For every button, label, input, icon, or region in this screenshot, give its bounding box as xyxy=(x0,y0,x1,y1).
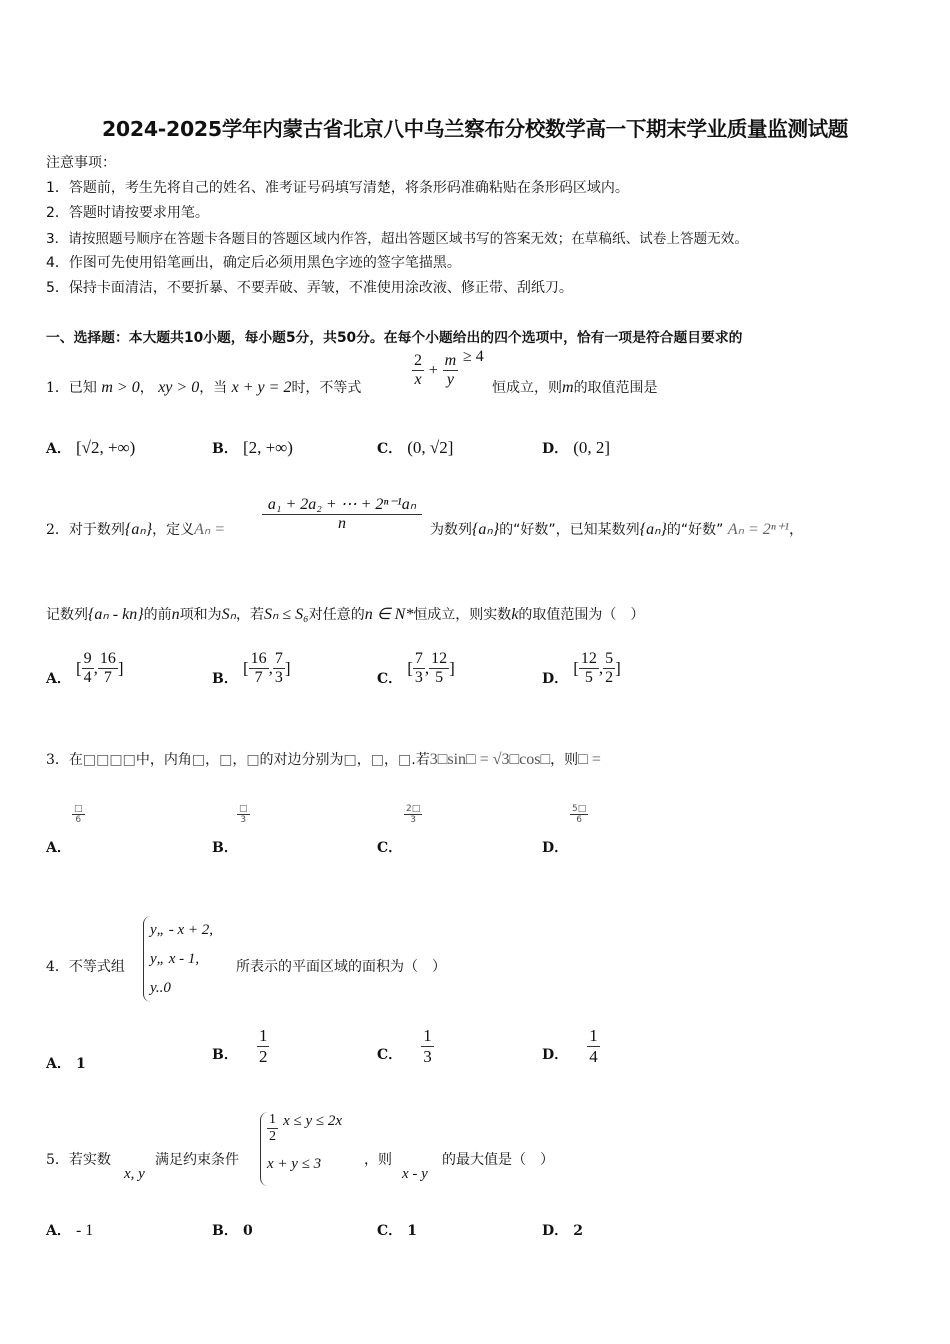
q2-An2: Aₙ = 2ⁿ⁺¹ xyxy=(727,521,790,538)
q2-option-d-label: D． xyxy=(542,671,569,688)
q2-line2-e: 对任意的 xyxy=(308,607,365,623)
q2-seq-3: {aₙ} xyxy=(639,521,667,538)
q3-option-d-value xyxy=(570,804,588,826)
q3-side-b: □ xyxy=(370,752,385,768)
q5-option-a: - 1 xyxy=(75,1222,94,1239)
q2-line2-c: 项和为 xyxy=(179,607,222,623)
q5-half-num: 1 xyxy=(267,1112,278,1129)
q2-d-n2: 5 xyxy=(603,650,615,669)
q5-constraint-2: x + y ≤ 3 xyxy=(267,1156,322,1172)
q2-a-n1: 9 xyxy=(82,650,94,669)
q3-b-den: 3 xyxy=(240,815,247,826)
q2-b-n2: 7 xyxy=(273,650,285,669)
q2-option-a: A． [ $\frac{9}{4}$ , $\frac{16}{7}$ ] xyxy=(46,650,124,688)
q1-text-5: 的取值范围是 xyxy=(573,380,658,396)
q3-option-b-label: B． xyxy=(212,840,238,856)
q1-option-b-label: B． xyxy=(212,441,238,457)
q2-a-d1: 4 xyxy=(83,669,92,687)
q1-text-4: 恒成立，则 xyxy=(492,380,562,396)
q2-c-n1: 7 xyxy=(413,650,425,669)
q3-d-den: 6 xyxy=(576,815,582,826)
q3-angle-b: □ xyxy=(219,752,233,768)
q1-frac1-den: x xyxy=(414,371,422,389)
q2-option-a-label: A． xyxy=(46,671,71,688)
q2-frac-den: n xyxy=(338,515,346,533)
q1-option-c: (0, √2] xyxy=(407,438,454,457)
q5-option-c-label: C． xyxy=(377,1223,403,1239)
q2-option-b: B． [ $\frac{16}{7}$ , $\frac{7}{3}$ ] xyxy=(212,650,291,688)
notice-item-2: 2．答题时请按要求用笔。 xyxy=(46,205,209,221)
q2-b-n1: 16 xyxy=(249,650,269,669)
q1-ge: ≥ 4 xyxy=(462,347,484,365)
q3-a-num: □ xyxy=(74,804,83,814)
q5-option-b-label: B． xyxy=(212,1223,238,1239)
q3-text-4: .若 xyxy=(411,752,430,768)
q1-option-a-label: A． xyxy=(46,441,71,457)
q4-option-b xyxy=(212,1026,269,1066)
q2-d-d2: 2 xyxy=(605,669,614,687)
q3-c-den: 3 xyxy=(410,815,416,826)
q5-option-d: 2 xyxy=(573,1223,583,1239)
q1-option-d: (0, 2] xyxy=(573,438,611,457)
q5-number: 5． xyxy=(46,1152,69,1168)
q2-text-3: 为数列 xyxy=(430,522,472,538)
q2-b-d2: 3 xyxy=(274,669,283,687)
q1-frac2-num: m xyxy=(443,352,459,371)
q2-frac-num: a₁ + 2a₂ + ⋯ + 2ⁿ⁻¹aₙ xyxy=(262,496,422,515)
q3-d-num: 5□ xyxy=(572,804,587,814)
q4-option-c-label: C． xyxy=(377,1046,403,1063)
q1-option-d-label: D． xyxy=(542,441,569,457)
q2-text-4: 的“好数”，已知某数列 xyxy=(499,522,640,538)
q2-text-1: 对于数列 xyxy=(68,522,125,538)
q2-seq-2: {aₙ} xyxy=(472,521,500,538)
section-heading: 一、选择题：本大题共10小题，每小题5分，共50分。在每个小题给出的四个选项中，恰有一项是符合题目要求的 xyxy=(46,330,743,346)
q5-option-a-label: A． xyxy=(46,1223,71,1239)
q2-line2-g: 的取值范围为（ ） xyxy=(518,607,645,623)
q3-comma-1: ， xyxy=(205,752,220,768)
notice-item-1: 1．答题前，考生先将自己的姓名、准考证号码填写清楚，将条形码准确粘贴在条形码区域内。 xyxy=(46,180,629,196)
q1-frac2-den: y xyxy=(446,371,454,389)
q3-comma-4: ， xyxy=(384,752,399,768)
q4-option-a: 1 xyxy=(75,1056,86,1072)
q1-var-m: m xyxy=(562,379,574,396)
q1-cond-sum: x + y = 2 xyxy=(231,379,292,396)
q5-option-b: 0 xyxy=(242,1223,253,1239)
q2-option-c: C． [ $\frac{7}{3}$ , $\frac{12}{5}$ ] xyxy=(377,650,455,688)
q4-text-1: 不等式组 xyxy=(68,959,125,975)
q2-option-d: D． [ $\frac{12}{5}$ , $\frac{5}{2}$ ] xyxy=(542,650,621,688)
q4-ineq-3: y..0 xyxy=(150,980,171,996)
q5-option-c: 1 xyxy=(407,1223,417,1239)
q3-c-num: 2□ xyxy=(406,804,421,814)
q3-target: □ = xyxy=(578,751,601,768)
q2-n: n xyxy=(171,606,180,623)
q2-text-5: 的“好数” xyxy=(666,522,724,538)
q2-nin: n ∈ N* xyxy=(364,606,414,623)
q2-Sn: Sₙ xyxy=(221,606,236,623)
q5-text-1: 若实数 xyxy=(68,1152,111,1168)
q2-definition-fraction xyxy=(262,496,422,534)
q4-ineq-2: y„ x - 1, xyxy=(150,951,200,967)
q3-option-a-value xyxy=(72,804,85,826)
q5-text-3: ，则 xyxy=(364,1152,392,1168)
q4-c-num: 1 xyxy=(423,1026,432,1045)
q4-option-c xyxy=(377,1026,434,1066)
q5-text-2: 满足约束条件 xyxy=(155,1152,239,1168)
q2-seq-1: {aₙ} xyxy=(124,521,153,538)
page-title: 2024-2025学年内蒙古省北京八中乌兰察布分校数学高一下期末学业质量监测试题 xyxy=(101,117,849,141)
q3-text-3: 的对边分别为 xyxy=(259,752,344,768)
q2-line2-f: 恒成立，则实数 xyxy=(413,607,512,623)
q2-a-d2: 7 xyxy=(103,669,112,687)
q5-half-den: 2 xyxy=(269,1129,276,1145)
q3-option-d-label: D． xyxy=(542,840,569,856)
q3-option-c-value xyxy=(404,804,422,826)
notice-heading: 注意事项： xyxy=(46,155,116,171)
q2-d-n1: 12 xyxy=(579,650,599,669)
notice-item-5: 5．保持卡面清洁，不要折暴、不要弄破、弄皱，不准使用涂改液、修正带、刮纸刀。 xyxy=(46,280,573,296)
q5-text-4: 的最大值是（ ） xyxy=(442,1152,554,1168)
q1-cond-m: m > 0 xyxy=(101,379,140,396)
q4-d-num: 1 xyxy=(589,1026,598,1045)
q3-comma-3: ， xyxy=(356,752,371,768)
q2-b-d1: 7 xyxy=(254,669,263,687)
q2-line2-d: ，若 xyxy=(235,607,264,623)
q2-k: k xyxy=(511,606,519,623)
q3-option-a-label: A． xyxy=(46,840,71,856)
q3-triangle-placeholder: □□□□ xyxy=(82,752,136,768)
q2-text-6: ， xyxy=(789,522,804,538)
q2-text-2: ，定义 xyxy=(152,522,195,538)
q1-plus: + xyxy=(428,361,438,379)
q5-objective: x - y xyxy=(402,1166,428,1182)
q1-cond-xy: xy > 0 xyxy=(158,379,200,396)
q1-number: 1． xyxy=(46,380,69,396)
q2-c-n2: 12 xyxy=(429,650,449,669)
q4-c-den: 3 xyxy=(423,1046,432,1066)
q5-constraints xyxy=(260,1112,342,1186)
q2-c-d2: 5 xyxy=(435,669,444,687)
q5-vars: x, y xyxy=(124,1166,145,1182)
q3-angle-a: □ xyxy=(191,752,206,768)
notice-item-3: 3．请按照题号顺序在答题卡各题目的答题区域内作答，超出答题区域书写的答案无效；在草稿纸、试卷上答题无效。 xyxy=(46,231,748,247)
q3-text-2: 中，内角 xyxy=(135,752,192,768)
q2-line2-a: 记数列 xyxy=(46,607,88,623)
q4-b-num: 1 xyxy=(258,1026,268,1045)
q4-option-a-label: A． xyxy=(46,1056,71,1072)
q2-cond: Sₙ ≤ S₆ xyxy=(263,606,309,623)
q2-c-d1: 3 xyxy=(414,669,423,687)
q4-option-d xyxy=(542,1026,600,1066)
q2-a-n2: 16 xyxy=(98,650,118,669)
q3-number: 3． xyxy=(46,752,69,768)
q4-ineq-1: y„ - x + 2, xyxy=(150,922,214,938)
q2-option-c-label: C． xyxy=(377,671,403,688)
q2-option-b-label: B． xyxy=(212,671,238,688)
q1-frac1-num: 2 xyxy=(412,352,424,371)
q3-option-c-label: C． xyxy=(377,840,403,856)
q1-option-a: [√2, +∞) xyxy=(75,438,136,457)
q4-d-den: 4 xyxy=(589,1046,598,1066)
q3-a-den: 6 xyxy=(75,815,82,826)
q5-option-d-label: D． xyxy=(542,1223,569,1239)
q3-text-5: ，则 xyxy=(550,752,579,768)
q1-option-b: [2, +∞) xyxy=(242,438,293,457)
q5-constraint-1: x ≤ y ≤ 2x xyxy=(283,1113,343,1130)
q4-system xyxy=(143,916,213,1002)
q3-text-1: 在 xyxy=(68,752,83,768)
q2-An: Aₙ = xyxy=(194,521,226,538)
q3-side-a: □ xyxy=(343,752,357,768)
q4-number: 4． xyxy=(46,959,69,975)
q2-number: 2． xyxy=(46,522,69,538)
q2-line2-b: 的前 xyxy=(143,607,172,623)
q4-b-den: 2 xyxy=(258,1046,268,1066)
q1-sep: ， xyxy=(139,380,154,396)
notice-item-4: 4．作图可先使用铅笔画出，确定后必须用黑色字迹的签字笔描黑。 xyxy=(46,255,461,271)
q3-comma-2: ， xyxy=(232,752,247,768)
q3-b-num: □ xyxy=(239,804,248,814)
q3-equation: 3□sin□ = √3□cos□ xyxy=(429,751,551,768)
q3-option-b-value xyxy=(237,804,250,826)
q1-text-1: 已知 xyxy=(68,380,97,396)
q1-text-2: ，当 xyxy=(199,380,228,396)
q4-option-d-label: D． xyxy=(542,1046,569,1063)
q2-d-d1: 5 xyxy=(584,669,593,687)
q4-option-b-label: B． xyxy=(212,1046,238,1063)
q1-text-3: 时，不等式 xyxy=(291,380,362,396)
q3-angle-c: □ xyxy=(246,752,260,768)
q1-inequality xyxy=(412,347,484,390)
q4-text-2: 所表示的平面区域的面积为（ ） xyxy=(236,959,446,975)
q1-option-c-label: C． xyxy=(377,441,403,457)
q2-seq-diff: {aₙ - kn} xyxy=(88,606,144,623)
q3-side-c: □ xyxy=(398,752,412,768)
